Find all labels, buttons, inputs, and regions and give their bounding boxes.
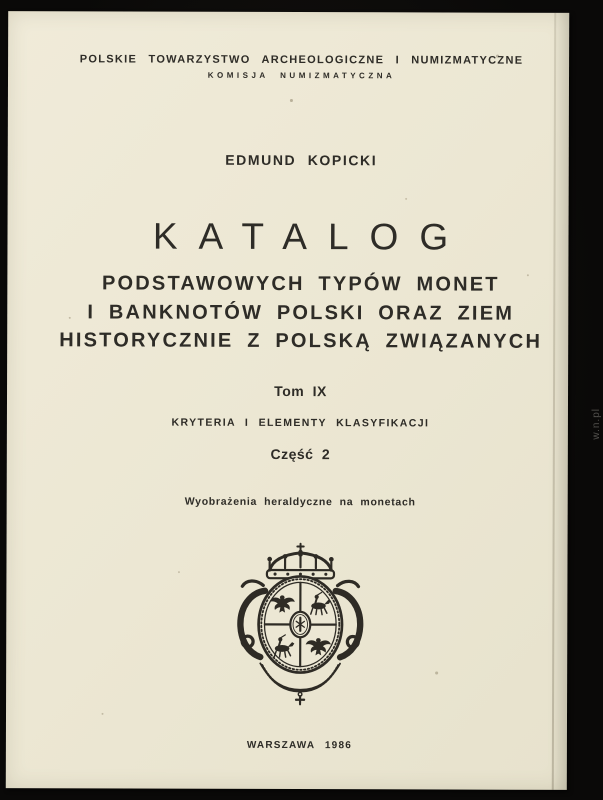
scan-specks <box>8 11 9 12</box>
book-title-page <box>6 11 569 790</box>
publisher-commission: KOMISJA NUMIZMATYCZNA <box>207 70 396 81</box>
book-title: KATALOG <box>152 215 470 258</box>
central-shield-icon <box>290 612 310 637</box>
imprint-city-year: WARSZAWA 1986 <box>246 739 352 752</box>
book-subtitle <box>20 269 581 356</box>
watermark-text: w.n.pl <box>591 408 602 440</box>
publisher-name: POLSKIE TOWARZYSTWO ARCHEOLOGICZNE I NUMIZMATYCZNE <box>79 53 524 67</box>
subtitle-line-3: HISTORYCZNIE Z POLSKĄ ZWIĄZANYCH <box>59 329 543 353</box>
volume-number: Tom IX <box>274 382 327 400</box>
crown-icon <box>266 544 333 579</box>
subtitle-line-2: I BANKNOTÓW POLSKI ORAZ ZIEM <box>87 300 515 325</box>
author-name: EDMUND KOPICKI <box>225 151 378 169</box>
series-title: KRYTERIA I ELEMENTY KLASYFIKACJI <box>171 416 430 430</box>
coat-of-arms-icon <box>232 540 369 708</box>
coat-of-arms-emblem <box>19 539 581 714</box>
topic-line: Wyobrażenia heraldyczne na monetach <box>184 495 416 509</box>
title-page-content <box>19 11 582 790</box>
part-number: Część 2 <box>270 445 331 463</box>
subtitle-line-1: PODSTAWOWYCH TYPÓW MONET <box>101 272 500 296</box>
